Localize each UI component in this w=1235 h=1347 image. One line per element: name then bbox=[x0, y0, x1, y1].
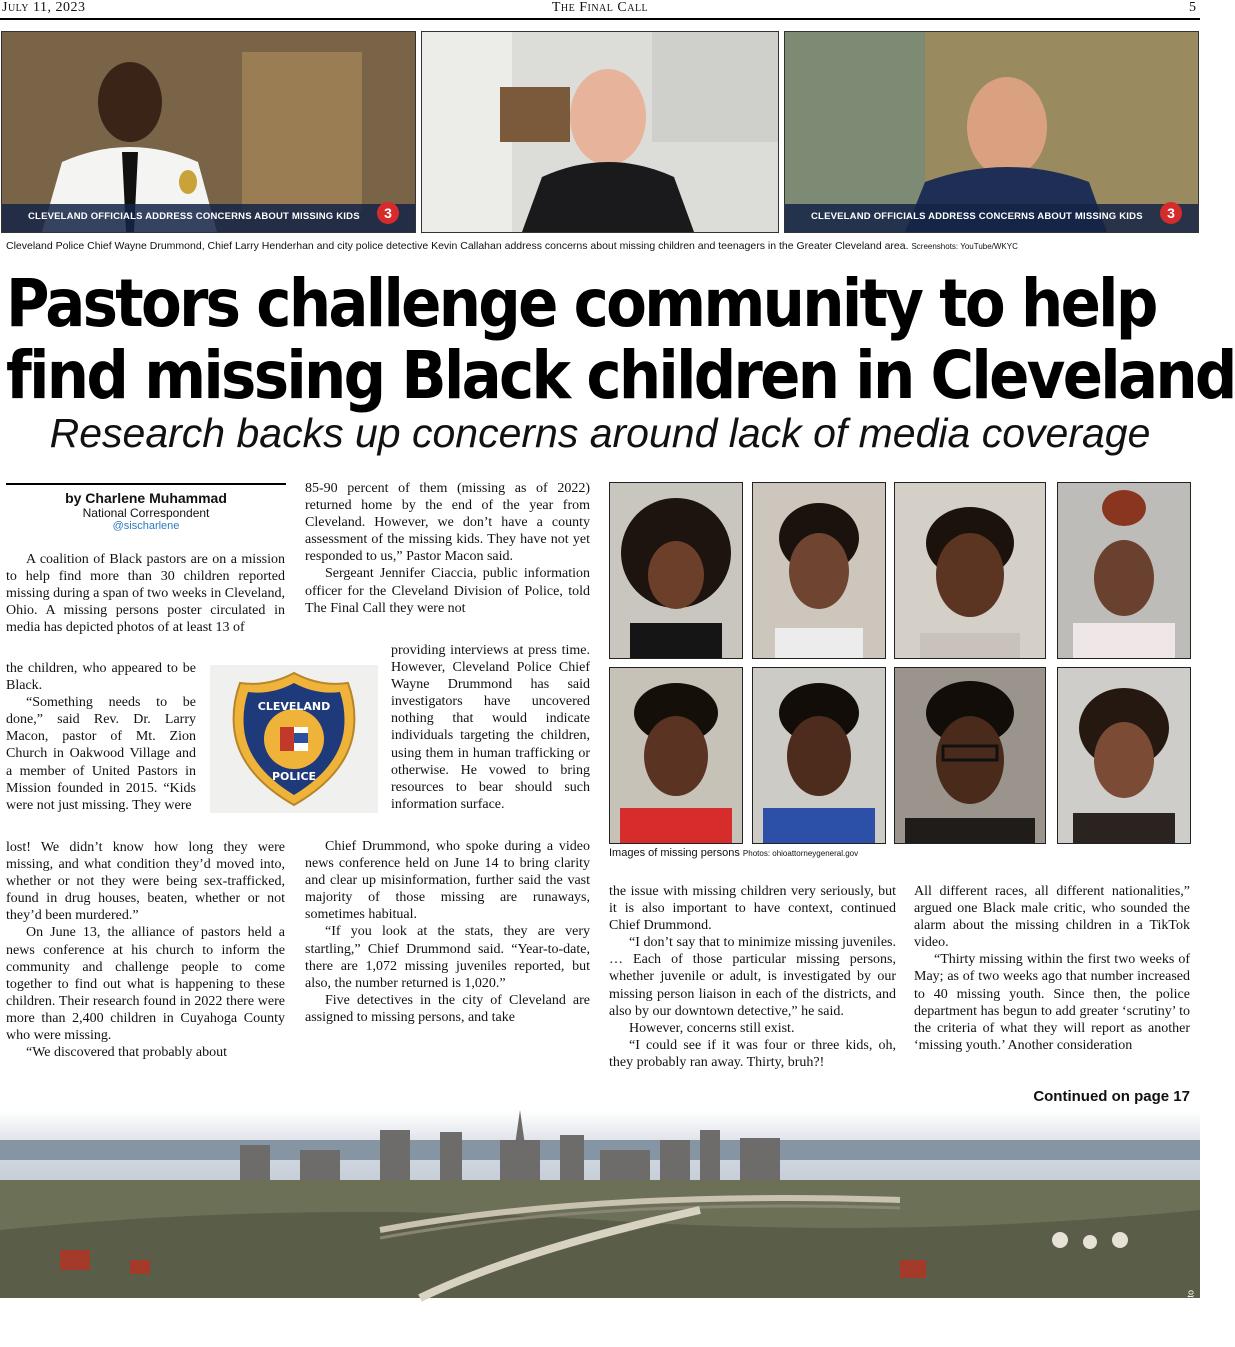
video-screenshot-3 bbox=[784, 31, 1199, 233]
portrait-icon bbox=[1058, 483, 1190, 658]
paragraph: A coalition of Black pastors are on a mission to help find more than 30 children reported missing during a span of two weeks in Cleveland, Ohio. A missing persons poster circulated in media has depicted photos of at least 13 of bbox=[6, 552, 285, 636]
subheadline: Research backs up concerns around lack of media coverage bbox=[49, 410, 1151, 456]
missing-person-photo-2 bbox=[752, 482, 886, 659]
column-2-lower bbox=[305, 838, 590, 1026]
paragraph: Sergeant Jennifer Ciaccia, public information officer for the Cleveland Division of Police, told The Final Call they were not bbox=[305, 566, 590, 616]
paragraph: lost! We didn’t know how long they were missing, and what condition they’d moved into, whether or not they were being sex-trafficked, found in drug houses, beaten, whether or not they’d been murdered.” bbox=[6, 840, 285, 924]
missing-person-photo-3 bbox=[894, 482, 1046, 659]
page-number: 5 bbox=[1189, 0, 1196, 15]
paragraph: the issue with missing children very seriously, but it is also important to have context, continued Chief Drummond. bbox=[609, 884, 896, 934]
paragraph: 85-90 percent of them (missing as of 2022) returned home by the end of the year from Cleveland. However, we don’t have a county assessment of the missing kids. They have not yet responded to us,” Pastor Macon said. bbox=[305, 481, 590, 565]
author-handle[interactable]: @sischarlene bbox=[112, 520, 180, 532]
byline bbox=[6, 483, 286, 532]
column-1-lower bbox=[6, 839, 285, 1061]
ticker-text-2: CLEVELAND OFFICIALS ADDRESS CONCERNS ABOUT MISSING KIDS bbox=[811, 211, 1143, 222]
portrait-icon bbox=[895, 483, 1045, 658]
badge-text-bottom: POLICE bbox=[271, 770, 317, 783]
skyline-credit: Photo: Envato bbox=[1186, 1290, 1196, 1347]
chief-drummond-photo bbox=[2, 32, 415, 232]
portrait-icon bbox=[753, 668, 885, 843]
author-title: National Correspondent bbox=[82, 506, 210, 520]
paragraph: “If you look at the stats, they are very startling,” Chief Drummond said. “Year-to-date, there are 1,072 missing juveniles reported, but also, the number returned is 1,020.” bbox=[305, 924, 590, 991]
portrait-icon bbox=[895, 668, 1045, 843]
caption-text: Cleveland Police Chief Wayne Drummond, Chief Larry Henderhan and city police detective Kevin Callahan address concerns about missing children and teenagers in the Greater Cleveland area. bbox=[6, 240, 909, 252]
wkyc-3-logo-icon: 3 bbox=[377, 202, 399, 224]
portrait-icon bbox=[610, 668, 742, 843]
wkyc-3-logo-icon-2: 3 bbox=[1160, 202, 1182, 224]
missing-person-photo-7 bbox=[894, 667, 1046, 844]
page-header bbox=[0, 0, 1200, 18]
header-rule bbox=[0, 18, 1200, 20]
column-2 bbox=[305, 480, 590, 617]
missing-person-photo-1 bbox=[609, 482, 743, 659]
paragraph: All different races, all different nationalities,” argued one Black male critic, who sounded the alarm about the missing children in a TikTok video. bbox=[914, 884, 1190, 951]
paper-name: The Final Call bbox=[551, 0, 649, 15]
paragraph: “We discovered that probably about bbox=[26, 1045, 228, 1061]
portrait-icon bbox=[1058, 668, 1190, 843]
headline bbox=[6, 265, 1235, 414]
badge-icon bbox=[210, 665, 378, 813]
chief-henderhan-photo bbox=[422, 32, 778, 232]
detective-callahan-photo bbox=[785, 32, 1198, 232]
column-4 bbox=[914, 883, 1190, 1054]
video-screenshot-2 bbox=[421, 31, 779, 233]
cleveland-skyline-photo bbox=[0, 1110, 1200, 1347]
cleveland-police-badge-logo bbox=[210, 665, 378, 813]
photo-credit: Screenshots: YouTube/WKYC bbox=[911, 242, 1018, 251]
paragraph: “Something needs to be done,” said Rev. Dr. Larry Macon, pastor of Mt. Zion Church in Oakwood Village and a member of United Pastors in Mission founded in 2015. “Kids were not just missing. They were bbox=[6, 695, 196, 813]
column-2-wrap bbox=[391, 642, 590, 813]
column-1-wrap bbox=[6, 660, 196, 814]
paragraph: providing interviews at press time. However, Cleveland Police Chief Wayne Drummond has said investigators have uncovered nothing that would indicate individuals targeting the children, using them in human trafficking or otherwise. He vowed to bring resources to bear should such information surface. bbox=[391, 643, 590, 812]
mugshots-credit: Photos: ohioattorneygeneral.gov bbox=[742, 849, 859, 858]
headline-line-2: find missing Black children in Cleveland bbox=[6, 337, 1235, 414]
issue-date: July 11, 2023 bbox=[2, 0, 86, 15]
column-1 bbox=[6, 551, 285, 636]
portrait-icon bbox=[610, 483, 742, 658]
paragraph: On June 13, the alliance of pastors held a news conference at his church to inform the community and challenge people to come together to find out what is happening to these children. Their research found in 2022 there were more than 2,400 children in Cuyahoga County who were missing. bbox=[6, 925, 285, 1044]
column-3 bbox=[609, 883, 896, 1071]
ticker-text: CLEVELAND OFFICIALS ADDRESS CONCERNS ABOUT MISSING KIDS bbox=[28, 211, 360, 222]
photo-caption bbox=[6, 240, 1196, 252]
video-screenshot-1 bbox=[1, 31, 416, 233]
news-ticker bbox=[2, 204, 415, 232]
portrait-icon bbox=[753, 483, 885, 658]
paragraph: “I could see if it was four or three kids, oh, they probably ran away. Thirty, bruh?! bbox=[609, 1037, 896, 1070]
missing-person-photo-5 bbox=[609, 667, 743, 844]
missing-person-photo-4 bbox=[1057, 482, 1191, 659]
continued-on-link[interactable]: Continued on page 17 bbox=[1033, 1088, 1190, 1105]
skyline-icon bbox=[0, 1110, 1200, 1298]
paragraph: Five detectives in the city of Cleveland are assigned to missing persons, and take bbox=[305, 992, 590, 1025]
news-ticker-2 bbox=[785, 204, 1198, 232]
paragraph: “Thirty missing within the first two weeks of May; as of two weeks ago that number increased to 40 missing youth. Since then, the police department has begun to add greater ‘scrutiny’ to the criteria of what they will report as another ‘missing youth.’ Another consideration bbox=[914, 952, 1190, 1053]
paragraph: the children, who appeared to be Black. bbox=[6, 661, 196, 694]
paragraph: “I don’t say that to minimize missing juveniles. … Each of those particular missing persons, whether juvenile or adult, is investigated by our missing person liaison in each of the districts, and also by our downtown detective,” he said. bbox=[609, 935, 896, 1019]
headline-line-1: Pastors challenge community to help bbox=[6, 265, 1156, 342]
missing-person-photo-8 bbox=[1057, 667, 1191, 844]
paragraph: However, concerns still exist. bbox=[629, 1020, 795, 1036]
author-name: by Charlene Muhammad bbox=[65, 490, 227, 506]
paragraph: Chief Drummond, who spoke during a video news conference held on June 14 to bring clarity and clear up misinformation, further said the vast majority of those missing are runaways, sometimes habitual. bbox=[305, 839, 590, 923]
mugshots-caption-text: Images of missing persons bbox=[609, 847, 740, 859]
badge-text-top: CLEVELAND bbox=[257, 700, 331, 713]
mugshots-caption bbox=[609, 847, 1189, 859]
missing-person-photo-6 bbox=[752, 667, 886, 844]
